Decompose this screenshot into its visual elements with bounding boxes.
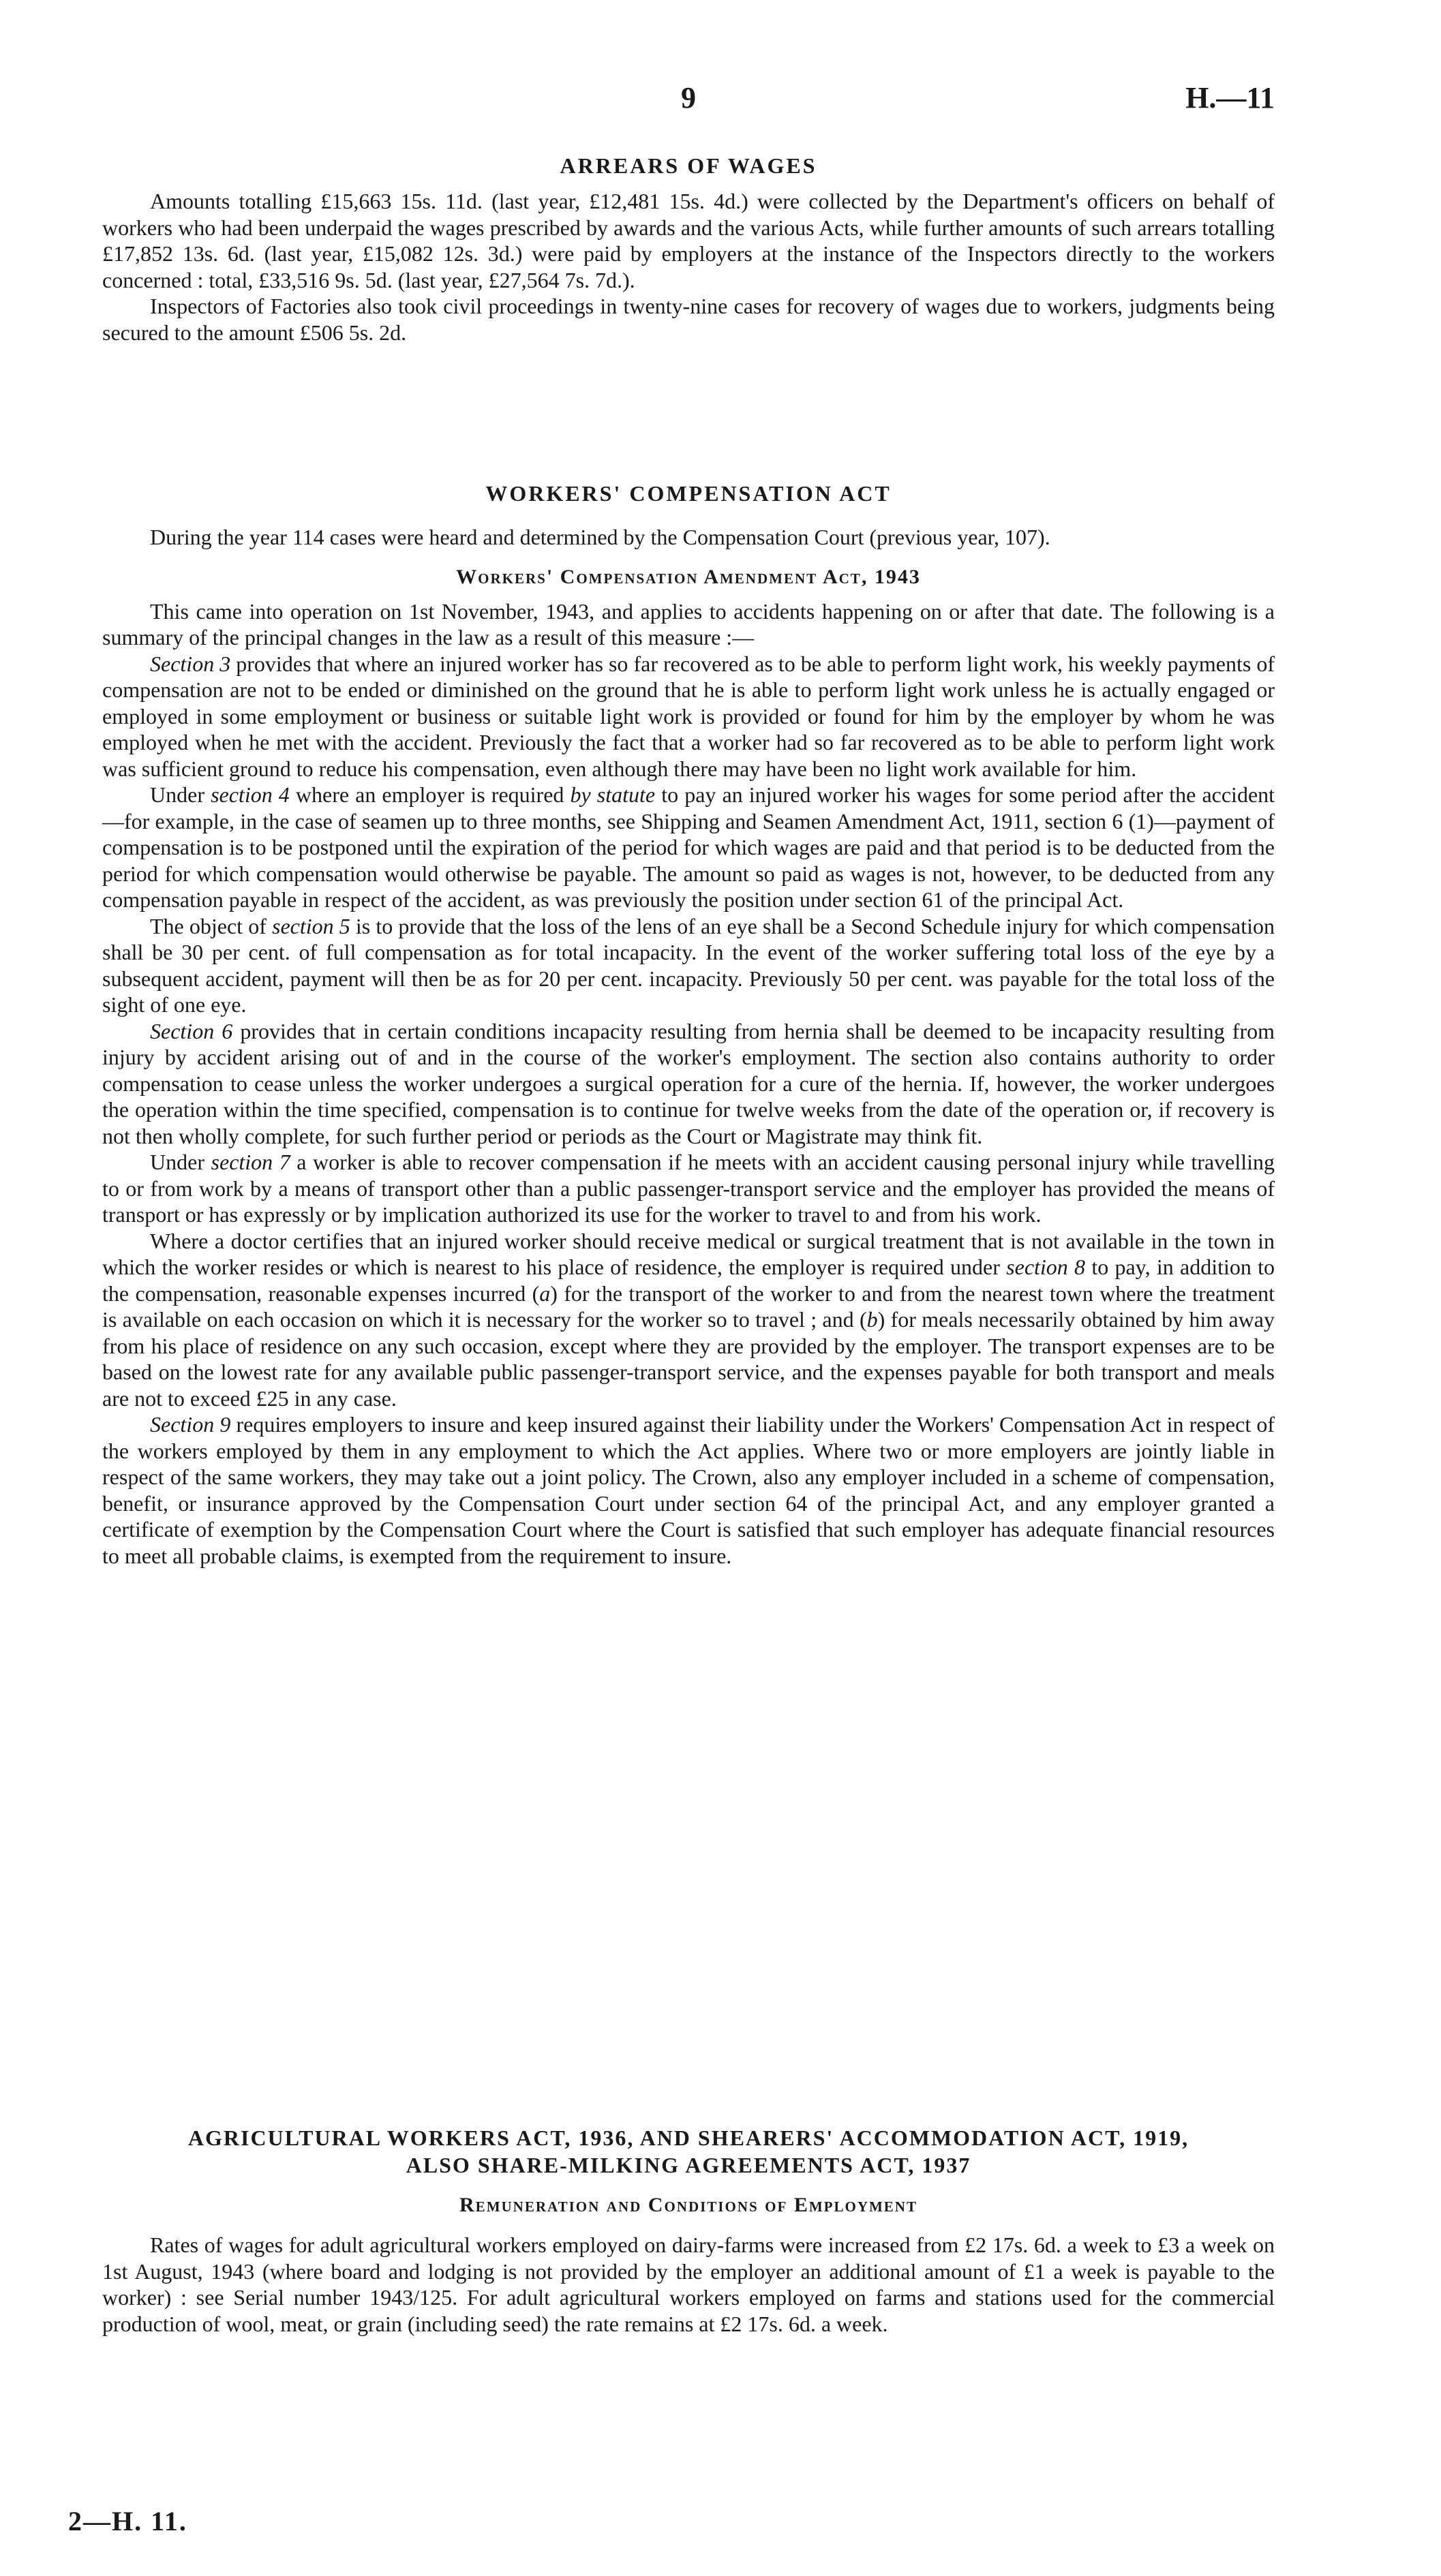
section-ref: section 7: [211, 1150, 290, 1174]
document-reference: H.—11: [1185, 81, 1275, 114]
agricultural-workers-section: [102, 2124, 1275, 2337]
section-6-paragraph: Section 6 provides that in certain conditions incapacity resulting from hernia shall be deemed to be incapacity resulting from injury by accident arising out of and in the course of the worker's employment. The section also contains authority to order compensation to cease unless the worker undergoes a surgical operation for a cure of the hernia. If, however, the worker undergoes the operation within the time specified, compensation is to continue for twelve weeks from the date of the operation or, if recovery is not then wholly complete, for such further period or periods as the Court or Magistrate may think fit.: [102, 1018, 1275, 1148]
page-signature: 2—H. 11.: [68, 2506, 187, 2536]
section-title: WORKERS' COMPENSATION ACT: [485, 481, 892, 506]
section-ref: Section 6: [150, 1018, 233, 1043]
document-page: [102, 0, 1275, 2576]
section-title-line-2: ALSO SHARE-MILKING AGREEMENTS ACT, 1937: [406, 2153, 971, 2177]
section-ref: section 4: [211, 782, 290, 807]
paragraph: During the year 114 cases were heard and determined by the Compensation Court (previous year, 107).: [150, 525, 1050, 549]
paragraph: Amounts totalling £15,663 15s. 11d. (last year, £12,481 15s. 4d.) were collected by the Department's officers on behalf of workers who had been underpaid the wages prescribed by awards and the various Acts, while further amounts of such arrears totalling £17,852 13s. 6d. (last year, £15,082 12s. 3d.) were paid by employers at the instance of the Inspectors directly to the workers concerned : total, £33,516 9s. 5d. (last year, £27,564 7s. 7d.).: [102, 189, 1275, 292]
paragraph: Inspectors of Factories also took civil proceedings in twenty-nine cases for recovery of wages due to workers, judgments being secured to the amount £506 5s. 2d.: [102, 294, 1275, 345]
section-4-paragraph: Under section 4 where an employer is required by statute to pay an injured worker his wages for some period after the accident—for example, in the case of seamen up to three months, see Shipping and Seamen Amendment Act, 1911, section 6 (1)—payment of compensation is to be postponed until the expiration of the period for which wages are paid and that period is to be deducted from the period for which compensation would otherwise be payable. The amount so paid as wages is not, however, to be deducted from any compensation payable in respect of the accident, as was previously the position under section 61 of the principal Act.: [102, 782, 1275, 912]
section-ref: Section 3: [150, 651, 231, 676]
paragraph: Rates of wages for adult agricultural workers employed on dairy-farms were increased from £2 17s. 6d. a week to £3 a week on 1st August, 1943 (where board and lodging is not provided by the employer an additional amount of £1 a week is payable to the worker) : see Serial number 1943/125. For adult agricultural workers employed on farms and stations used for the commercial production of wool, meat, or grain (including seed) the rate remains at £2 17s. 6d. a week.: [102, 2233, 1275, 2336]
paragraph: This came into operation on 1st November, 1943, and applies to accidents happening on or after that date. The following is a summary of the principal changes in the law as a result of this measure :—: [102, 598, 1275, 649]
section-ref: section 5: [272, 913, 350, 938]
workers-compensation-section: [102, 481, 1275, 1569]
page-number: 9: [681, 81, 696, 114]
subsection-title: Remuneration and Conditions of Employment: [459, 2194, 917, 2216]
section-ref: Section 9: [150, 1412, 231, 1437]
section-9-paragraph: Section 9 requires employers to insure and keep insured against their liability under the Workers' Compensation Act in respect of the workers employed by them in any employment to which the Act applies. Where two or more employers are jointly liable in respect of the same workers, they may take out a joint policy. The Crown, also any employer included in a scheme of compensation, benefit, or insurance approved by the Compensation Court under section 64 of the principal Act, and any employer granted a certificate of exemption by the Compensation Court where the Court is satisfied that such employer has adequate financial resources to meet all probable claims, is exempted from the requirement to insure.: [102, 1412, 1275, 1568]
section-ref: section 8: [1006, 1255, 1086, 1279]
section-title: ARREARS OF WAGES: [560, 153, 817, 178]
section-title-line-1: AGRICULTURAL WORKERS ACT, 1936, AND SHEARERS' ACCOMMODATION ACT, 1919,: [187, 2126, 1189, 2150]
section-5-paragraph: The object of section 5 is to provide that the loss of the lens of an eye shall be a Second Schedule injury for which compensation shall be 30 per cent. of full compensation as for total incapacity. In the event of the worker suffering total loss of the eye by a subsequent accident, payment will then be as for 20 per cent. incapacity. Previously 50 per cent. was payable for the total loss of the sight of one eye.: [102, 913, 1275, 1017]
section-3-paragraph: Section 3 provides that where an injured worker has so far recovered as to be able to perform light work, his weekly payments of compensation are not to be ended or diminished on the ground that he is able to perform light work unless he is actually engaged or employed in some employment or business or suitable light work is provided or found for him by the employer by whom he was employed when he met with the accident. Previously the fact that a worker had so far recovered as to be able to perform light work was sufficient ground to reduce his compensation, even although there may have been no light work available for him.: [102, 651, 1275, 781]
section-8-paragraph: Where a doctor certifies that an injured worker should receive medical or surgical treatment that is not available in the town in which the worker resides or which is nearest to his place of residence, the employer is required under section 8 to pay, in addition to the compensation, reasonable expenses incurred (a) for the transport of the worker to and from the nearest town where the treatment is available on each occasion on which it is necessary for the worker so to travel ; and (b) for meals necessarily obtained by him away from his place of residence on any such occasion, except where they are provided by the employer. The transport expenses are to be based on the lowest rate for any available public passenger-transport service, and the expenses payable for both transport and meals are not to exceed £25 in any case.: [102, 1228, 1275, 1411]
arrears-of-wages-section: [102, 153, 1275, 346]
subsection-title: Workers' Compensation Amendment Act, 1943: [456, 565, 921, 588]
page-header: [102, 80, 1275, 128]
section-7-paragraph: Under section 7 a worker is able to recover compensation if he meets with an accident causing personal injury while travelling to or from work by a means of transport other than a public passenger-transport service and the employer has provided the means of transport or has expressly or by implication authorized its use for the worker to travel to and from his work.: [102, 1150, 1275, 1227]
